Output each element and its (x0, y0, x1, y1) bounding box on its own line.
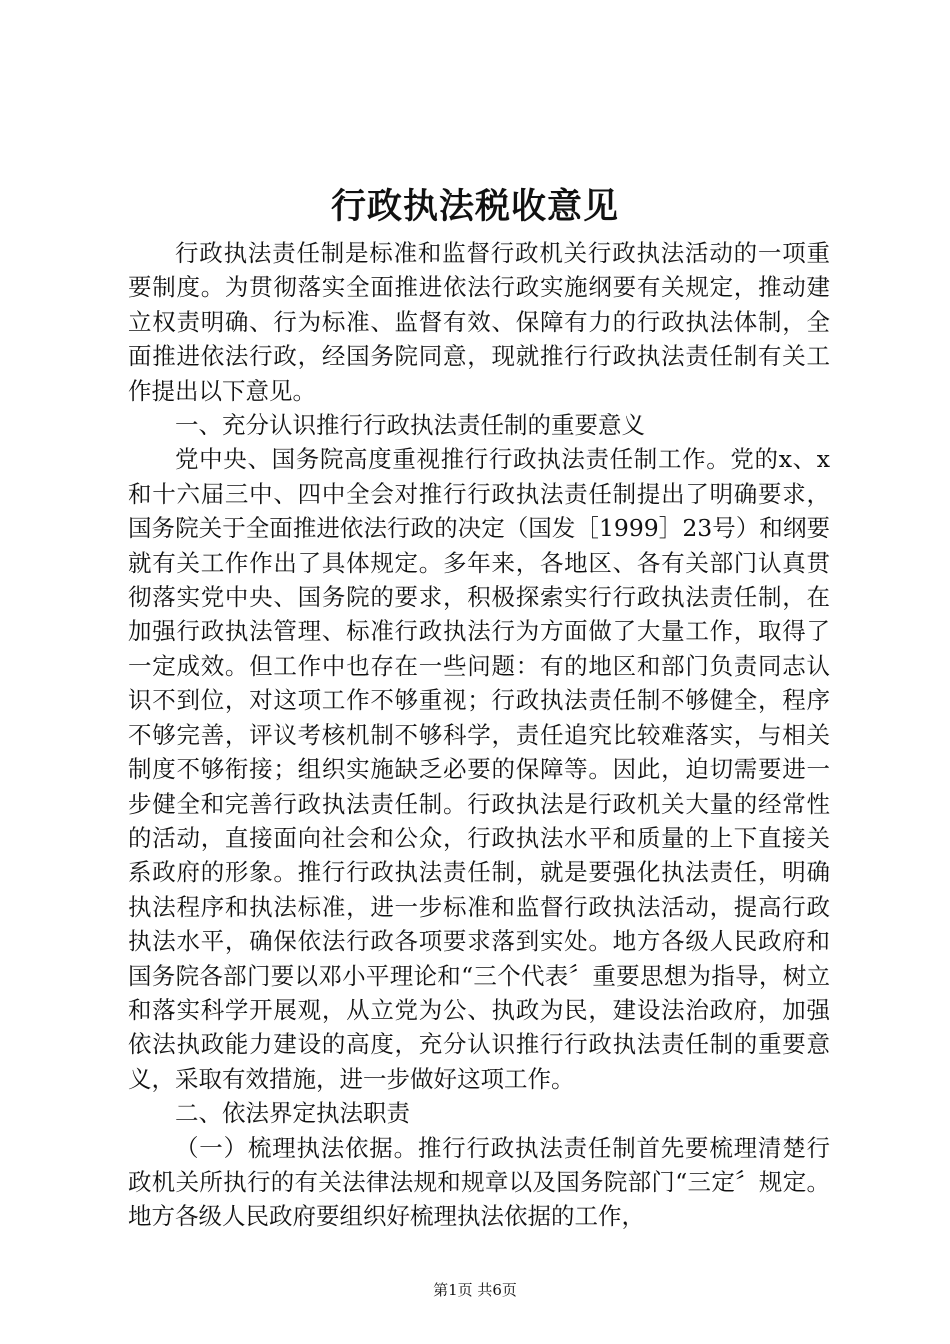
section-heading-2: 二、依法界定执法职责 (175, 1099, 410, 1128)
document-title: 行政执法税收意见 (330, 186, 619, 227)
paragraph-significance: 党中央、国务院高度重视推行行政执法责任制工作。党的x、x和十六届三中、四中全会对推行行政执法责任制提出了明确要求，国务院关于全面推进依法行政的决定（国发［1999］23号）和纲要就有关工作作出了具体规定。多年来，各地区、各有关部门认真贯彻落实党中央、国务院的要求，积极探索实行行政执法责任制，在加强行政执法管理、标准行政执法行为方面做了大量工作，取得了一定成效。但工作中也存在一些问题：有的地区和部门负责同志认识不到位，对这项工作不够重视；行政执法责任制不够健全，程序不够完善，评议考核机制不够科学，责任追究比较难落实，与相关制度不够衔接；组织实施缺乏必要的保障等。因此，迫切需要进一步健全和完善行政执法责任制。行政执法是行政机关大量的经常性的活动，直接面向社会和公众，行政执法水平和质量的上下直接关系政府的形象。推行行政执法责任制，就是要强化执法责任，明确执法程序和执法标准，进一步标准和监督行政执法活动，提高行政执法水平，确保依法行政各项要求落到实处。地方各级人民政府和国务院各部门要以邓小平理论和“三个代表〞重要思想为指导，树立和落实科学开展观，从立党为公、执政为民，建设法治政府，加强依法执政能力建设的高度，充分认识推行行政执法责任制的重要意义，采取有效措施，进一步做好这项工作。 (128, 445, 830, 1093)
page-footer: 第1页 共6页 (433, 1281, 517, 1299)
paragraph-intro: 行政执法责任制是标准和监督行政机关行政执法活动的一项重要制度。为贯彻落实全面推进依法行政实施纲要有关规定，推动建立权责明确、行为标准、监督有效、保障有力的行政执法体制，全面推进依法行政，经国务院同意，现就推行行政执法责任制有关工作提出以下意见。 (128, 239, 830, 405)
section-heading-1: 一、充分认识推行行政执法责任制的重要意义 (175, 411, 645, 440)
paragraph-basis: （一）梳理执法依据。推行行政执法责任制首先要梳理清楚行政机关所执行的有关法律法规和规章以及国务院部门“三定〞规定。地方各级人民政府要组织好梳理执法依据的工作， (128, 1133, 830, 1231)
document-body (128, 236, 830, 1234)
